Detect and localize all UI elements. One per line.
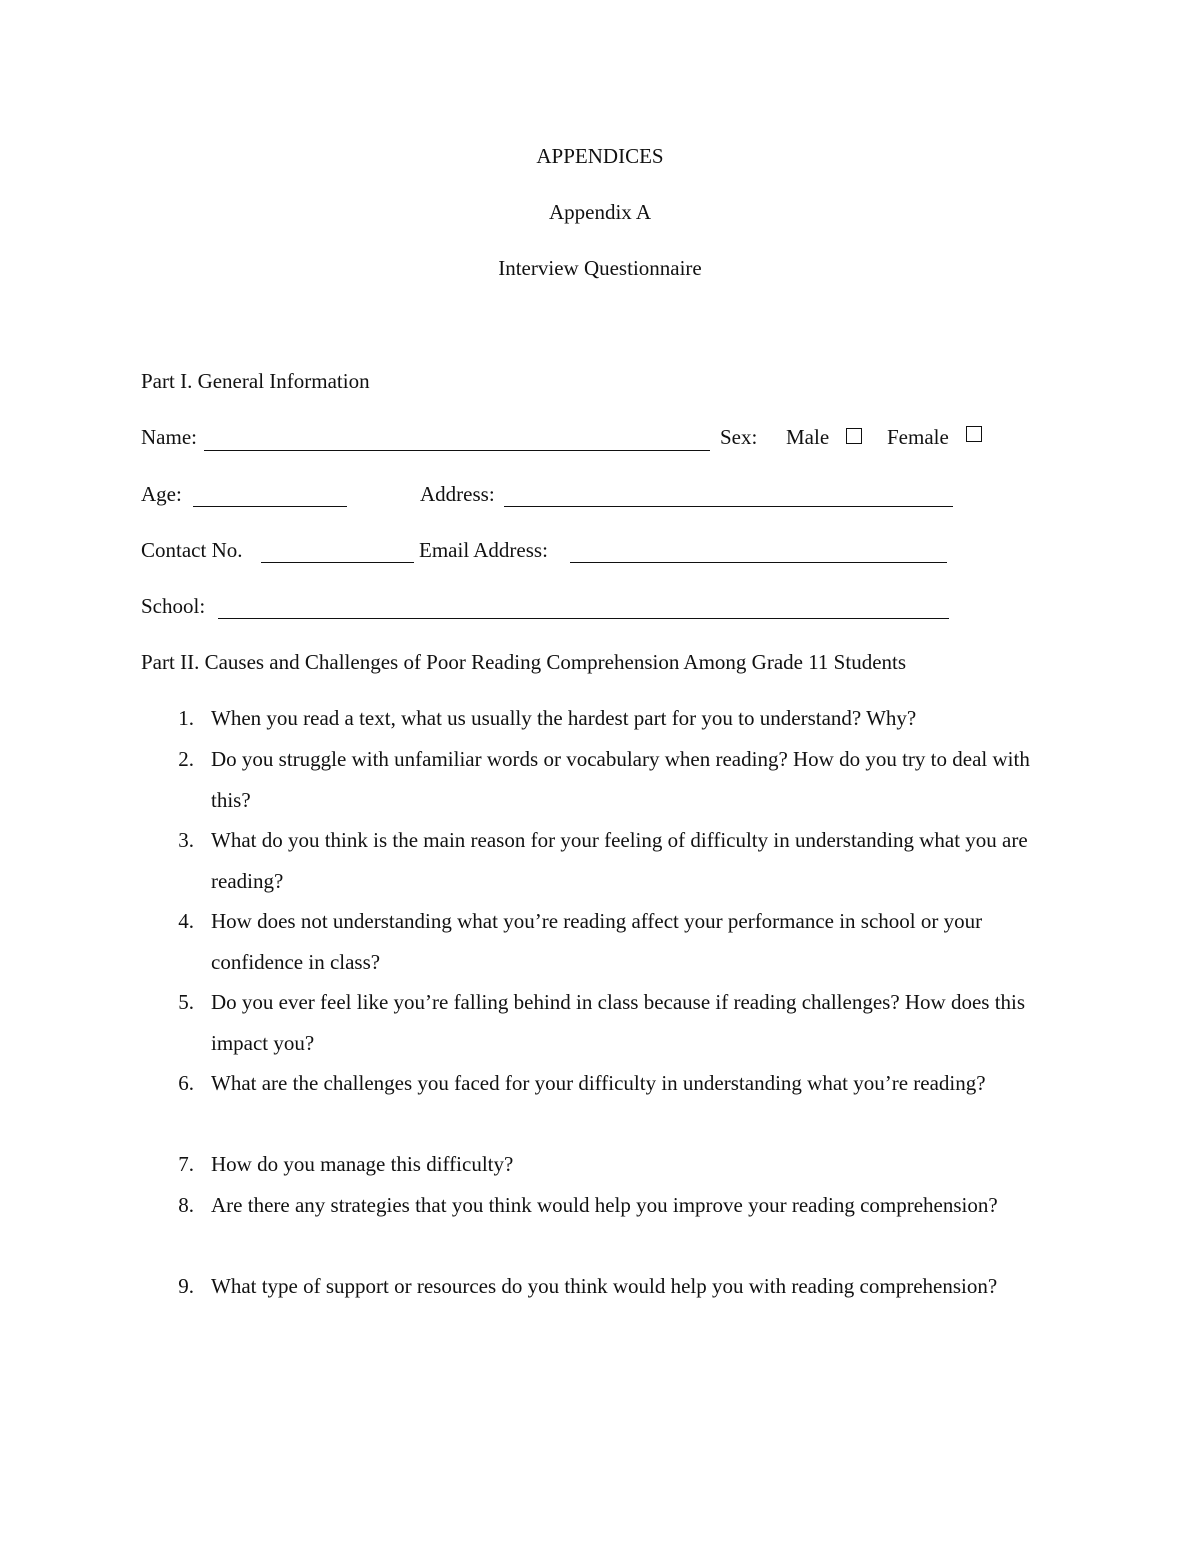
address-label: Address:	[420, 482, 495, 506]
question-text: What type of support or resources do you think would help you with reading comprehension?	[211, 1274, 998, 1298]
contact-field[interactable]	[261, 562, 414, 563]
name-field[interactable]	[204, 450, 710, 451]
question-number: 8.	[178, 1193, 194, 1217]
question-number: 1.	[178, 706, 194, 730]
question-number: 4.	[178, 909, 194, 933]
question-text: How do you manage this difficulty?	[211, 1152, 514, 1176]
question-number: 2.	[178, 747, 194, 771]
appendix-label: Appendix A	[548, 200, 652, 224]
part2-heading: Part II. Causes and Challenges of Poor Reading Comprehension Among Grade 11 Students	[141, 650, 907, 674]
question-text: Do you ever feel like you’re falling behind in class because if reading challenges? How does this impact you?	[211, 990, 1026, 1055]
male-label: Male	[786, 425, 830, 449]
question-text: What do you think is the main reason for your feeling of difficulty in understanding what you are reading?	[211, 828, 1028, 893]
age-field[interactable]	[193, 506, 347, 507]
sex-label: Sex:	[720, 425, 758, 449]
part1-heading: Part I. General Information	[141, 369, 370, 393]
appendices-heading: APPENDICES	[536, 144, 664, 168]
contact-label: Contact No.	[141, 538, 243, 562]
male-checkbox[interactable]	[846, 428, 862, 444]
question-number: 9.	[178, 1274, 194, 1298]
question-text: Are there any strategies that you think would help you improve your reading comprehension?	[211, 1193, 998, 1217]
school-field[interactable]	[218, 618, 949, 619]
question-text: What are the challenges you faced for your difficulty in understanding what you’re reading?	[211, 1071, 986, 1095]
female-checkbox[interactable]	[966, 426, 982, 442]
question-text: When you read a text, what us usually the hardest part for you to understand? Why?	[211, 706, 917, 730]
question-text: How does not understanding what you’re reading affect your performance in school or your confidence in class?	[211, 909, 983, 974]
address-field[interactable]	[504, 506, 953, 507]
name-label: Name:	[141, 425, 197, 449]
question-number: 7.	[178, 1152, 194, 1176]
email-label: Email Address:	[419, 538, 548, 562]
question-number: 5.	[178, 990, 194, 1014]
female-label: Female	[887, 425, 949, 449]
question-text: Do you struggle with unfamiliar words or vocabulary when reading? How do you try to deal with this?	[211, 747, 1030, 812]
age-label: Age:	[141, 482, 182, 506]
question-number: 6.	[178, 1071, 194, 1095]
question-number: 3.	[178, 828, 194, 852]
document-title: Interview Questionnaire	[498, 256, 702, 280]
school-label: School:	[141, 594, 206, 618]
email-field[interactable]	[570, 562, 947, 563]
